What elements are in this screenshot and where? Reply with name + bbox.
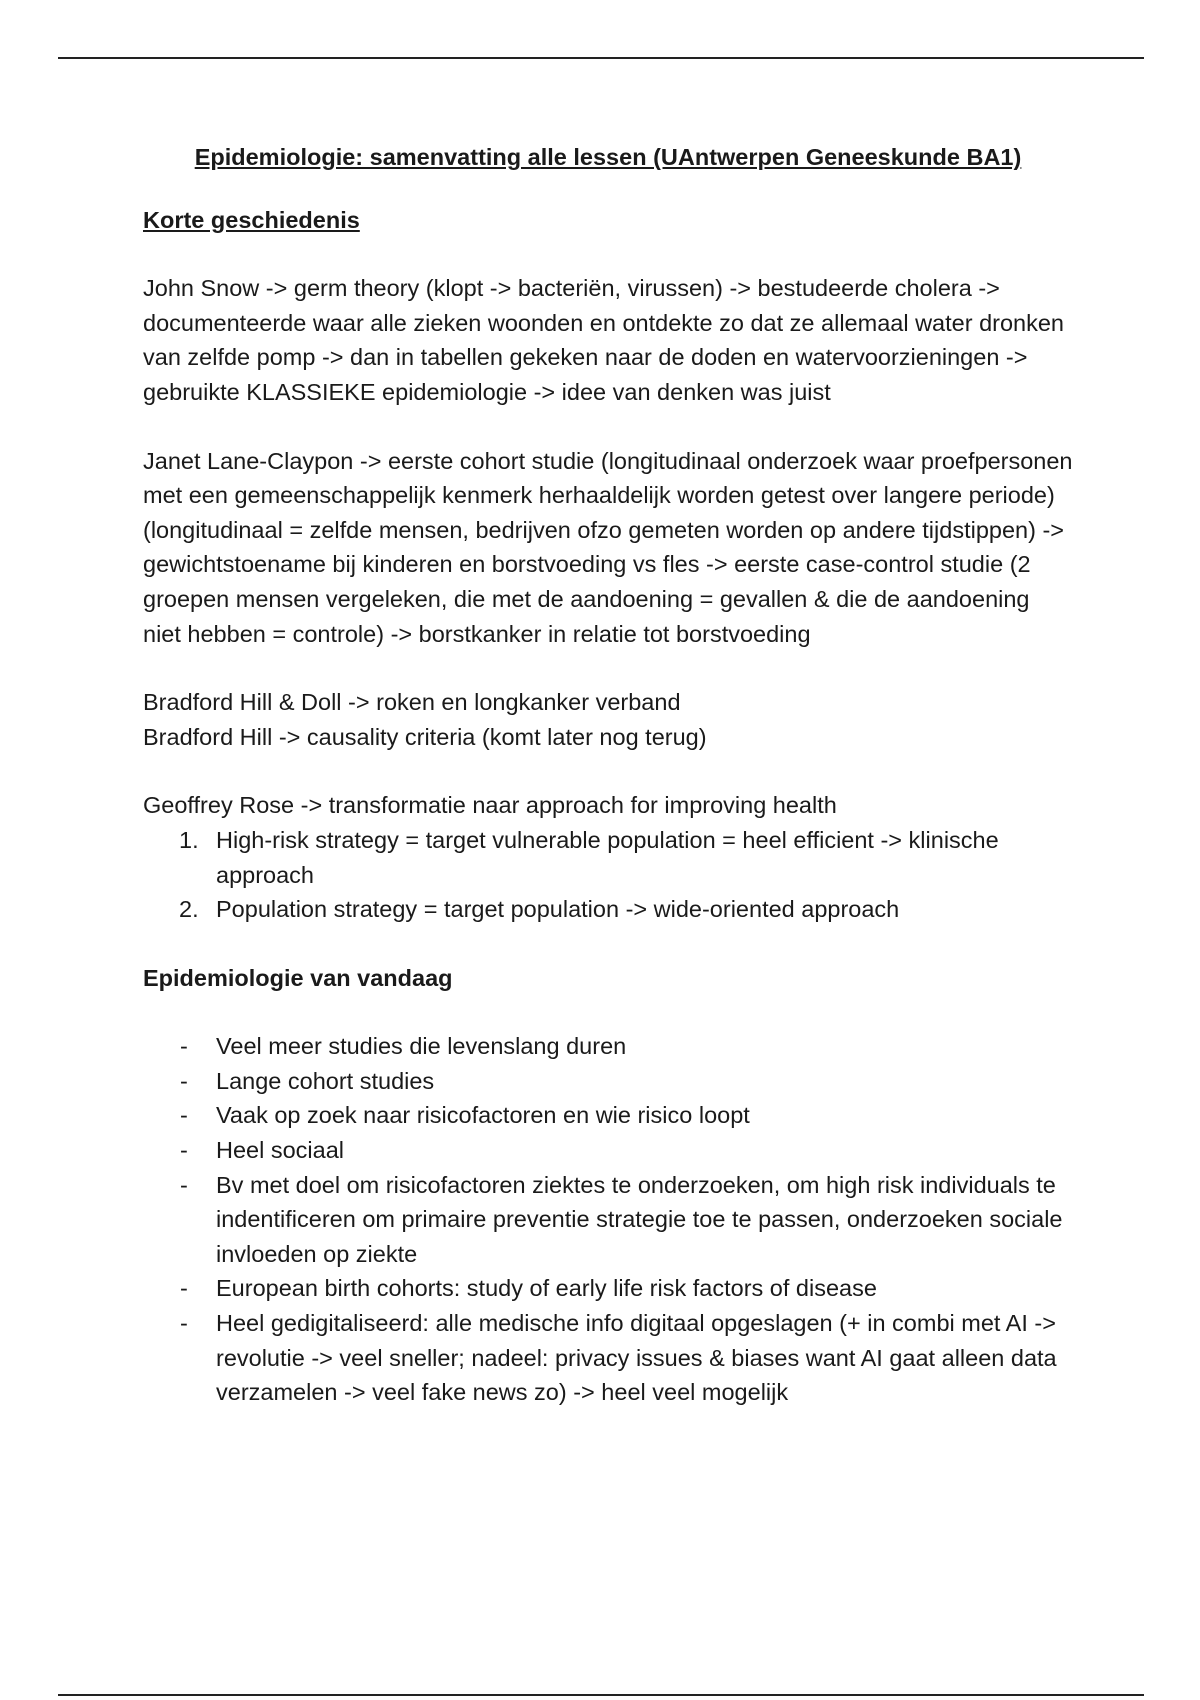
paragraph-bradford-hill-doll: Bradford Hill & Doll -> roken en longkanker verband <box>143 689 681 716</box>
list-item-text: Vaak op zoek naar risicofactoren en wie risico loopt <box>216 1102 750 1129</box>
footer-rule <box>58 1694 1144 1696</box>
list-item-text: Bv met doel om risicofactoren ziektes te onderzoeken, om high risk individuals te indentificeren om primaire preventie strategie toe te passen, onderzoeken sociale invloeden op ziekte <box>216 1171 1063 1267</box>
list-item-text: Heel sociaal <box>216 1137 345 1164</box>
list-item-text: High-risk strategy = target vulnerable population = heel efficient -> klinische approach <box>216 826 999 888</box>
bullet-dash: - <box>180 1171 188 1198</box>
strategy-list <box>143 823 1073 927</box>
list-item-text: Lange cohort studies <box>216 1067 435 1094</box>
bullet-dash: - <box>180 1137 188 1164</box>
list-item <box>143 1133 1073 1168</box>
bullet-dash: - <box>180 1102 188 1129</box>
paragraph-bradford-hill-causality: Bradford Hill -> causality criteria (komt later nog terug) <box>143 723 707 750</box>
list-item <box>143 823 1073 892</box>
list-number: 2. <box>179 896 199 923</box>
list-item-text: Population strategy = target population -> wide-oriented approach <box>216 896 900 923</box>
list-item-text: European birth cohorts: study of early life risk factors of disease <box>216 1275 877 1302</box>
bullet-dash: - <box>180 1275 188 1302</box>
bullet-dash: - <box>180 1033 188 1060</box>
paragraph-john-snow: John Snow -> germ theory (klopt -> bacteriën, virussen) -> bestudeerde cholera -> documenteerde waar alle zieken woonden en ontdekte zo dat ze allemaal water dronken van zelfde pomp -> dan in tabellen gekeken naar de doden en watervoorzieningen -> gebruikte KLASSIEKE epidemiologie -> idee van denken was juist <box>143 275 1064 405</box>
bullet-dash: - <box>180 1310 188 1337</box>
paragraph-janet-lane-claypon: Janet Lane-Claypon -> eerste cohort studie (longitudinaal onderzoek waar proefpersonen met een gemeenschappelijk kenmerk herhaaldelijk worden getest over langere periode) (longitudinaal = zelfde mensen, bedrijven ofzo gemeten worden op andere tijdstippen) -> gewichtstoename bij kinderen en borstvoeding vs fles -> eerste case-control studie (2 groepen mensen vergeleken, die met de aandoening = gevallen & die de aandoening niet hebben = controle) -> borstkanker in relatie tot borstvoeding <box>143 447 1073 647</box>
bullet-dash: - <box>180 1067 188 1094</box>
list-item <box>143 1098 1073 1133</box>
document-body <box>143 140 1073 1410</box>
list-item-text: Heel gedigitaliseerd: alle medische info digitaal opgeslagen (+ in combi met AI -> revolutie -> veel sneller; nadeel: privacy issues & biases want AI gaat alleen data verzamelen -> veel fake news zo) -> heel veel mogelijk <box>216 1310 1057 1406</box>
list-item <box>143 1306 1073 1410</box>
paragraph-geoffrey-rose: Geoffrey Rose -> transformatie naar approach for improving health <box>143 792 837 819</box>
list-number: 1. <box>179 826 199 853</box>
list-item <box>143 1029 1073 1064</box>
today-bullet-list <box>143 1029 1073 1410</box>
list-item <box>143 892 1073 927</box>
list-item-text: Veel meer studies die levenslang duren <box>216 1033 627 1060</box>
list-item <box>143 1271 1073 1306</box>
section-heading-today: Epidemiologie van vandaag <box>143 964 453 991</box>
header-rule <box>58 57 1144 59</box>
list-item <box>143 1064 1073 1099</box>
document-title: Epidemiologie: samenvatting alle lessen (UAntwerpen Geneeskunde BA1) <box>194 144 1022 170</box>
list-item <box>143 1168 1073 1272</box>
section-heading-history: Korte geschiedenis <box>143 206 360 233</box>
